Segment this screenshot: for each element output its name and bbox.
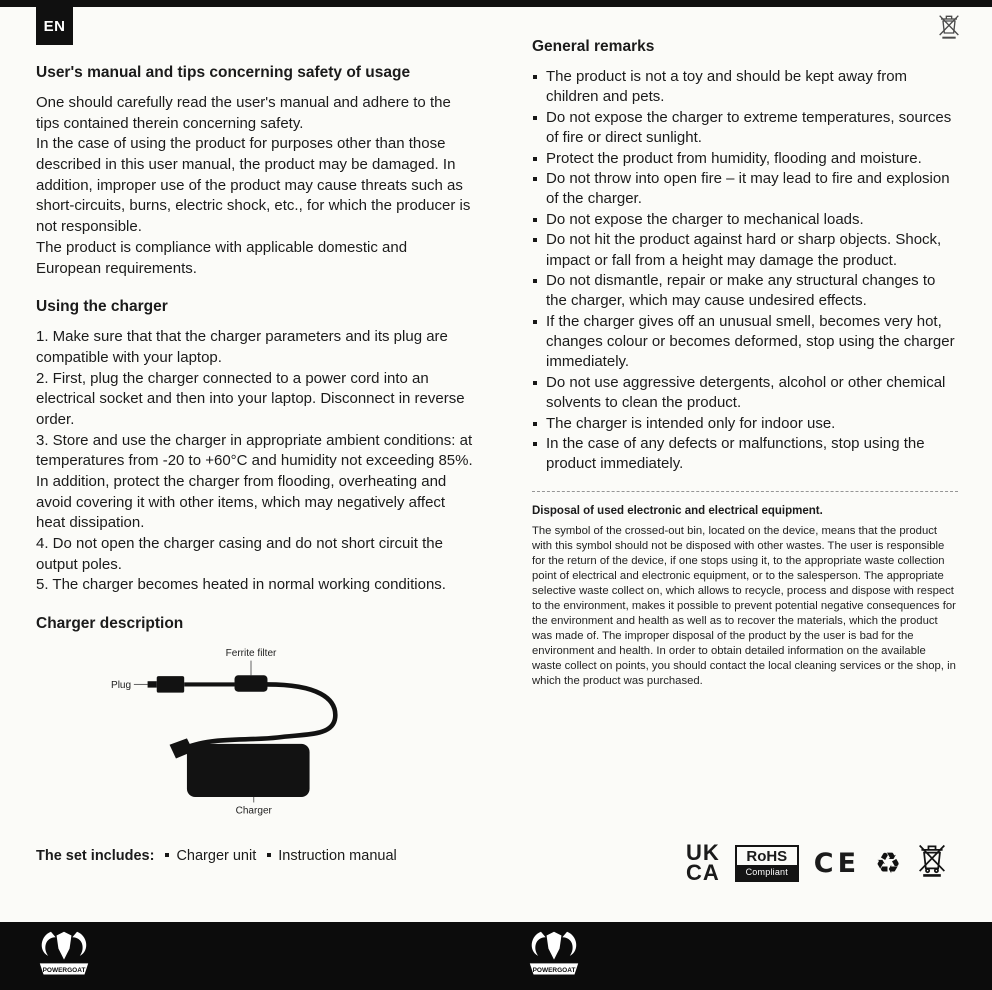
rohs-mark: [735, 845, 799, 882]
bullet-text: Do not expose the charger to extreme temperatures, sources of fire or direct sunlight.: [546, 108, 952, 147]
bullet-item: [532, 230, 958, 271]
bullet-item: [532, 108, 958, 149]
bullet-icon: [533, 279, 537, 283]
bullet-icon: [533, 422, 537, 426]
using-section-heading: Using the charger: [36, 298, 168, 316]
bullet-item: [532, 312, 958, 373]
charger-diagram: [100, 645, 402, 824]
ukca-mark: [686, 839, 720, 885]
crossed-out-bin-icon: [916, 842, 948, 884]
bullet-item: [532, 434, 958, 475]
cable-shape: [182, 685, 335, 750]
bullet-icon: [165, 853, 169, 857]
right-column: [532, 38, 958, 689]
recycling-icon: ♻: [875, 845, 902, 880]
bullet-text: Do not throw into open fire – it may lead to fire and explosion of the charger.: [546, 169, 950, 208]
set-item: Charger unit: [176, 848, 257, 865]
bullet-icon: [533, 75, 537, 79]
footer-bar: [0, 922, 992, 990]
rohs-name: RoHS: [746, 847, 788, 865]
rohs-compliant-label: Compliant: [737, 865, 797, 880]
bullet-text: Protect the product from humidity, flooding and moisture.: [546, 149, 922, 167]
bullet-item: [532, 149, 958, 169]
bullet-icon: [533, 238, 537, 242]
numbered-item: 1. Make sure that that the charger parameters and its plug are compatible with your laptop.: [36, 328, 448, 366]
charger-body-shape: [187, 744, 310, 797]
bullet-icon: [267, 853, 271, 857]
ukca-line1: UK: [686, 839, 720, 865]
set-includes-label: The set includes:: [36, 848, 155, 865]
disposal-heading: Disposal of used electronic and electrical equipment.: [532, 504, 823, 517]
bullet-item: [532, 169, 958, 210]
bullet-item: [532, 210, 958, 230]
using-steps-list: [36, 327, 474, 596]
ce-mark: CE: [813, 847, 861, 879]
set-item: Instruction manual: [278, 848, 397, 865]
numbered-item: 3. Store and use the charger in appropriate ambient conditions: at temperatures from -20 to +60°C and humidity not exceeding 85%. In addition, protect the charger from flooding, overheating and avoid covering it with other items, which may negatively affect heat dissipation.: [36, 431, 473, 532]
charger-label: Charger: [235, 805, 272, 817]
dashed-divider: [532, 491, 958, 492]
set-includes-line: [36, 848, 474, 864]
bullet-icon: [533, 116, 537, 120]
bullet-text: In the case of any defects or malfunctions, stop using the product immediately.: [546, 435, 925, 473]
bullet-icon: [533, 218, 537, 222]
powergoat-logo: [36, 928, 92, 987]
numbered-item: 4. Do not open the charger casing and do not short circuit the output poles.: [36, 535, 443, 573]
bullet-text: Do not dismantle, repair or make any structural changes to the charger, which may cause undesired effects.: [546, 271, 936, 310]
bullet-icon: [533, 442, 537, 446]
bullet-text: If the charger gives off an unusual smell, becomes very hot, changes colour or becomes deformed, stop using the charger immediately.: [546, 312, 955, 371]
bullet-icon: [533, 157, 537, 161]
powergoat-brand-text: POWERGOAT: [42, 966, 86, 974]
ukca-line2: CA: [686, 860, 720, 885]
numbered-item: 2. First, plug the charger connected to a power cord into an electrical socket and then into your laptop. Disconnect in reverse order.: [36, 369, 465, 428]
bullet-item: [532, 67, 958, 108]
plug-label: Plug: [111, 680, 132, 692]
ferrite-filter-shape: [235, 675, 268, 691]
bullet-text: Do not use aggressive detergents, alcohol or other chemical solvents to clean the product.: [546, 373, 946, 412]
general-remarks-list: [532, 67, 958, 475]
paragraph: The product is compliance with applicable domestic and European requirements.: [36, 238, 408, 277]
left-column: [36, 64, 474, 864]
bullet-text: Do not expose the charger to mechanical loads.: [546, 210, 864, 228]
language-badge: EN: [36, 7, 73, 45]
paragraph: One should carefully read the user's manual and adhere to the tips contained therein concerning safety.: [36, 94, 451, 132]
bullet-icon: [533, 381, 537, 385]
plug-shape: [157, 676, 184, 692]
compliance-marks: [686, 839, 948, 885]
top-black-strip: [0, 0, 992, 7]
powergoat-logo: [526, 928, 582, 987]
bullet-text: Do not hit the product against hard or sharp objects. Shock, impact or fall from a height may damage the product.: [546, 231, 942, 269]
disposal-body: The symbol of the crossed-out bin, located on the device, means that the product with this symbol should not be disposed with other wastes. The user is responsible for the return of the device, if one stops using it, to the appropriate waste collection point of electrical and electronic equipment, or to the salesperson. The appropriate selective waste collect on, which allows to recycle, process and dispose with respect to the environment, makes it possible to prevent potential negative consequences for the environment and health as well as to recover the materials, which the product was made of. The improper disposal of the product by the user is bad for the environment and health. In order to obtain detailed information on the available waste collect on points, you should contact the local cleaning services or the shop, in which the product was purchased.: [532, 524, 956, 687]
bullet-icon: [533, 177, 537, 181]
description-section-heading: Charger description: [36, 615, 184, 633]
bullet-text: The product is not a toy and should be kept away from children and pets.: [546, 68, 908, 106]
paragraph: In the case of using the product for purposes other than those described in this user manual, the product may be damaged. In addition, improper use of the product may cause threats such as short-circuits, burns, electric shock, etc., for which the producer is not responsible.: [36, 135, 471, 236]
safety-section-heading: User's manual and tips concerning safety of usage: [36, 64, 411, 81]
powergoat-brand-text: POWERGOAT: [532, 966, 576, 974]
bullet-item: [532, 373, 958, 414]
bullet-item: [532, 414, 958, 434]
general-remarks-heading: General remarks: [532, 38, 655, 55]
bullet-text: The charger is intended only for indoor use.: [546, 414, 836, 432]
safety-paragraphs: [36, 93, 474, 279]
bullet-item: [532, 271, 958, 312]
charger-diagram-drawing: [100, 645, 402, 819]
numbered-item: 5. The charger becomes heated in normal working conditions.: [36, 576, 446, 594]
bullet-icon: [533, 320, 537, 324]
ferrite-filter-label: Ferrite filter: [225, 648, 277, 660]
